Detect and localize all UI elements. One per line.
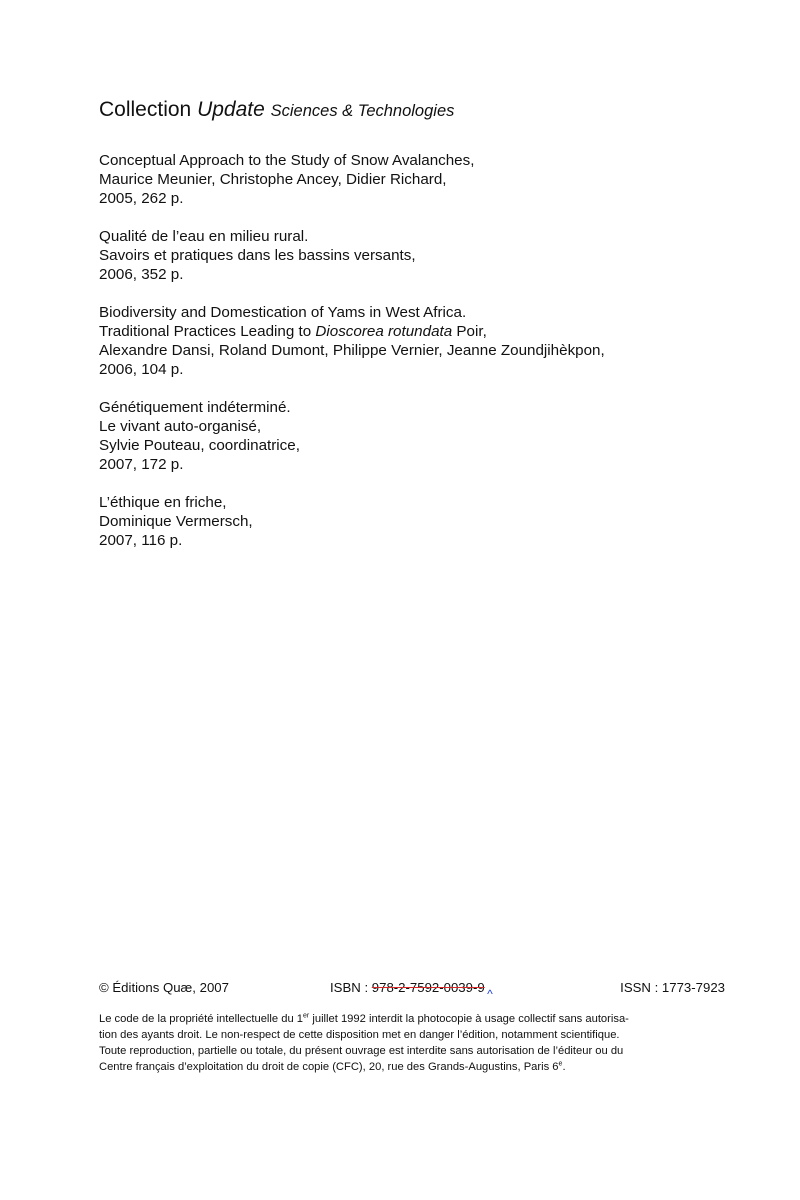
book-authors: Maurice Meunier, Christophe Ancey, Didier Richard, bbox=[99, 171, 447, 188]
collection-subtitle: Sciences & Technologies bbox=[270, 102, 455, 120]
book-entry-yams bbox=[99, 303, 739, 379]
book-year-pages: 2005, 262 p. bbox=[99, 190, 184, 207]
legal-text: Centre français d’exploitation du droit de copie (CFC), 20, rue des Grands-Augustins, Paris 6 bbox=[99, 1061, 559, 1073]
book-year-pages: 2007, 172 p. bbox=[99, 456, 184, 473]
book-year-pages: 2006, 352 p. bbox=[99, 266, 184, 283]
book-year-pages: 2006, 104 p. bbox=[99, 361, 184, 378]
book-title: Qualité de l’eau en milieu rural. bbox=[99, 228, 309, 245]
legal-line: tion des ayants droit. Le non-respect de cette disposition met en danger l’édition, notamment scientifique. bbox=[99, 1029, 620, 1041]
book-authors: Sylvie Pouteau, coordinatrice, bbox=[99, 437, 300, 454]
legal-line: Toute reproduction, partielle ou totale, du présent ouvrage est interdite sans autorisation de l’éditeur ou du bbox=[99, 1045, 624, 1057]
book-year-pages: 2007, 116 p. bbox=[99, 532, 183, 549]
species-name: Dioscorea rotundata bbox=[315, 323, 453, 340]
collection-prefix: Collection bbox=[99, 98, 192, 121]
isbn-number: 978-2-7592-0039-9 bbox=[371, 980, 485, 995]
book-title: Génétiquement indéterminé. bbox=[99, 399, 291, 416]
legal-line bbox=[99, 1011, 725, 1027]
issn: ISSN : 1773-7923 bbox=[620, 980, 725, 995]
copyright-notice: © Éditions Quæ, 2007 bbox=[99, 980, 229, 995]
isbn-label: ISBN : bbox=[330, 980, 372, 995]
collection-name: Update bbox=[197, 98, 265, 121]
book-entry-qualite-eau bbox=[99, 227, 739, 284]
subtitle-suffix: Poir, bbox=[452, 323, 487, 340]
isbn-number-struck bbox=[371, 980, 493, 1001]
book-entry-snow-avalanches bbox=[99, 151, 739, 208]
book-authors: Dominique Vermersch, bbox=[99, 513, 253, 530]
superscript: e bbox=[558, 1060, 563, 1068]
legal-line bbox=[99, 1059, 725, 1075]
collection-heading bbox=[99, 98, 454, 122]
book-title: L’éthique en friche, bbox=[99, 494, 227, 511]
book-entry-genetiquement bbox=[99, 398, 739, 474]
book-list bbox=[99, 151, 739, 569]
book-authors: Alexandre Dansi, Roland Dumont, Philippe Vernier, Jeanne Zoundjihèkpon, bbox=[99, 342, 605, 359]
insertion-caret-mark: ^ bbox=[487, 987, 493, 1001]
publication-info-row bbox=[99, 980, 725, 1000]
book-subtitle: Le vivant auto-organisé, bbox=[99, 418, 262, 435]
book-subtitle bbox=[99, 322, 739, 341]
subtitle-prefix: Traditional Practices Leading to bbox=[99, 323, 316, 340]
book-title: Biodiversity and Domestication of Yams in West Africa. bbox=[99, 304, 467, 321]
isbn bbox=[330, 980, 493, 1001]
book-entry-ethique bbox=[99, 493, 739, 550]
superscript: er bbox=[303, 1012, 310, 1020]
legal-text: Le code de la propriété intellectuelle du 1 bbox=[99, 1013, 304, 1025]
book-subtitle: Savoirs et pratiques dans les bassins versants, bbox=[99, 247, 416, 264]
legal-notice bbox=[99, 1011, 725, 1075]
legal-text: juillet 1992 interdit la photocopie à usage collectif sans autorisa- bbox=[309, 1013, 629, 1025]
book-title: Conceptual Approach to the Study of Snow Avalanches, bbox=[99, 152, 475, 169]
legal-text: . bbox=[562, 1061, 566, 1073]
